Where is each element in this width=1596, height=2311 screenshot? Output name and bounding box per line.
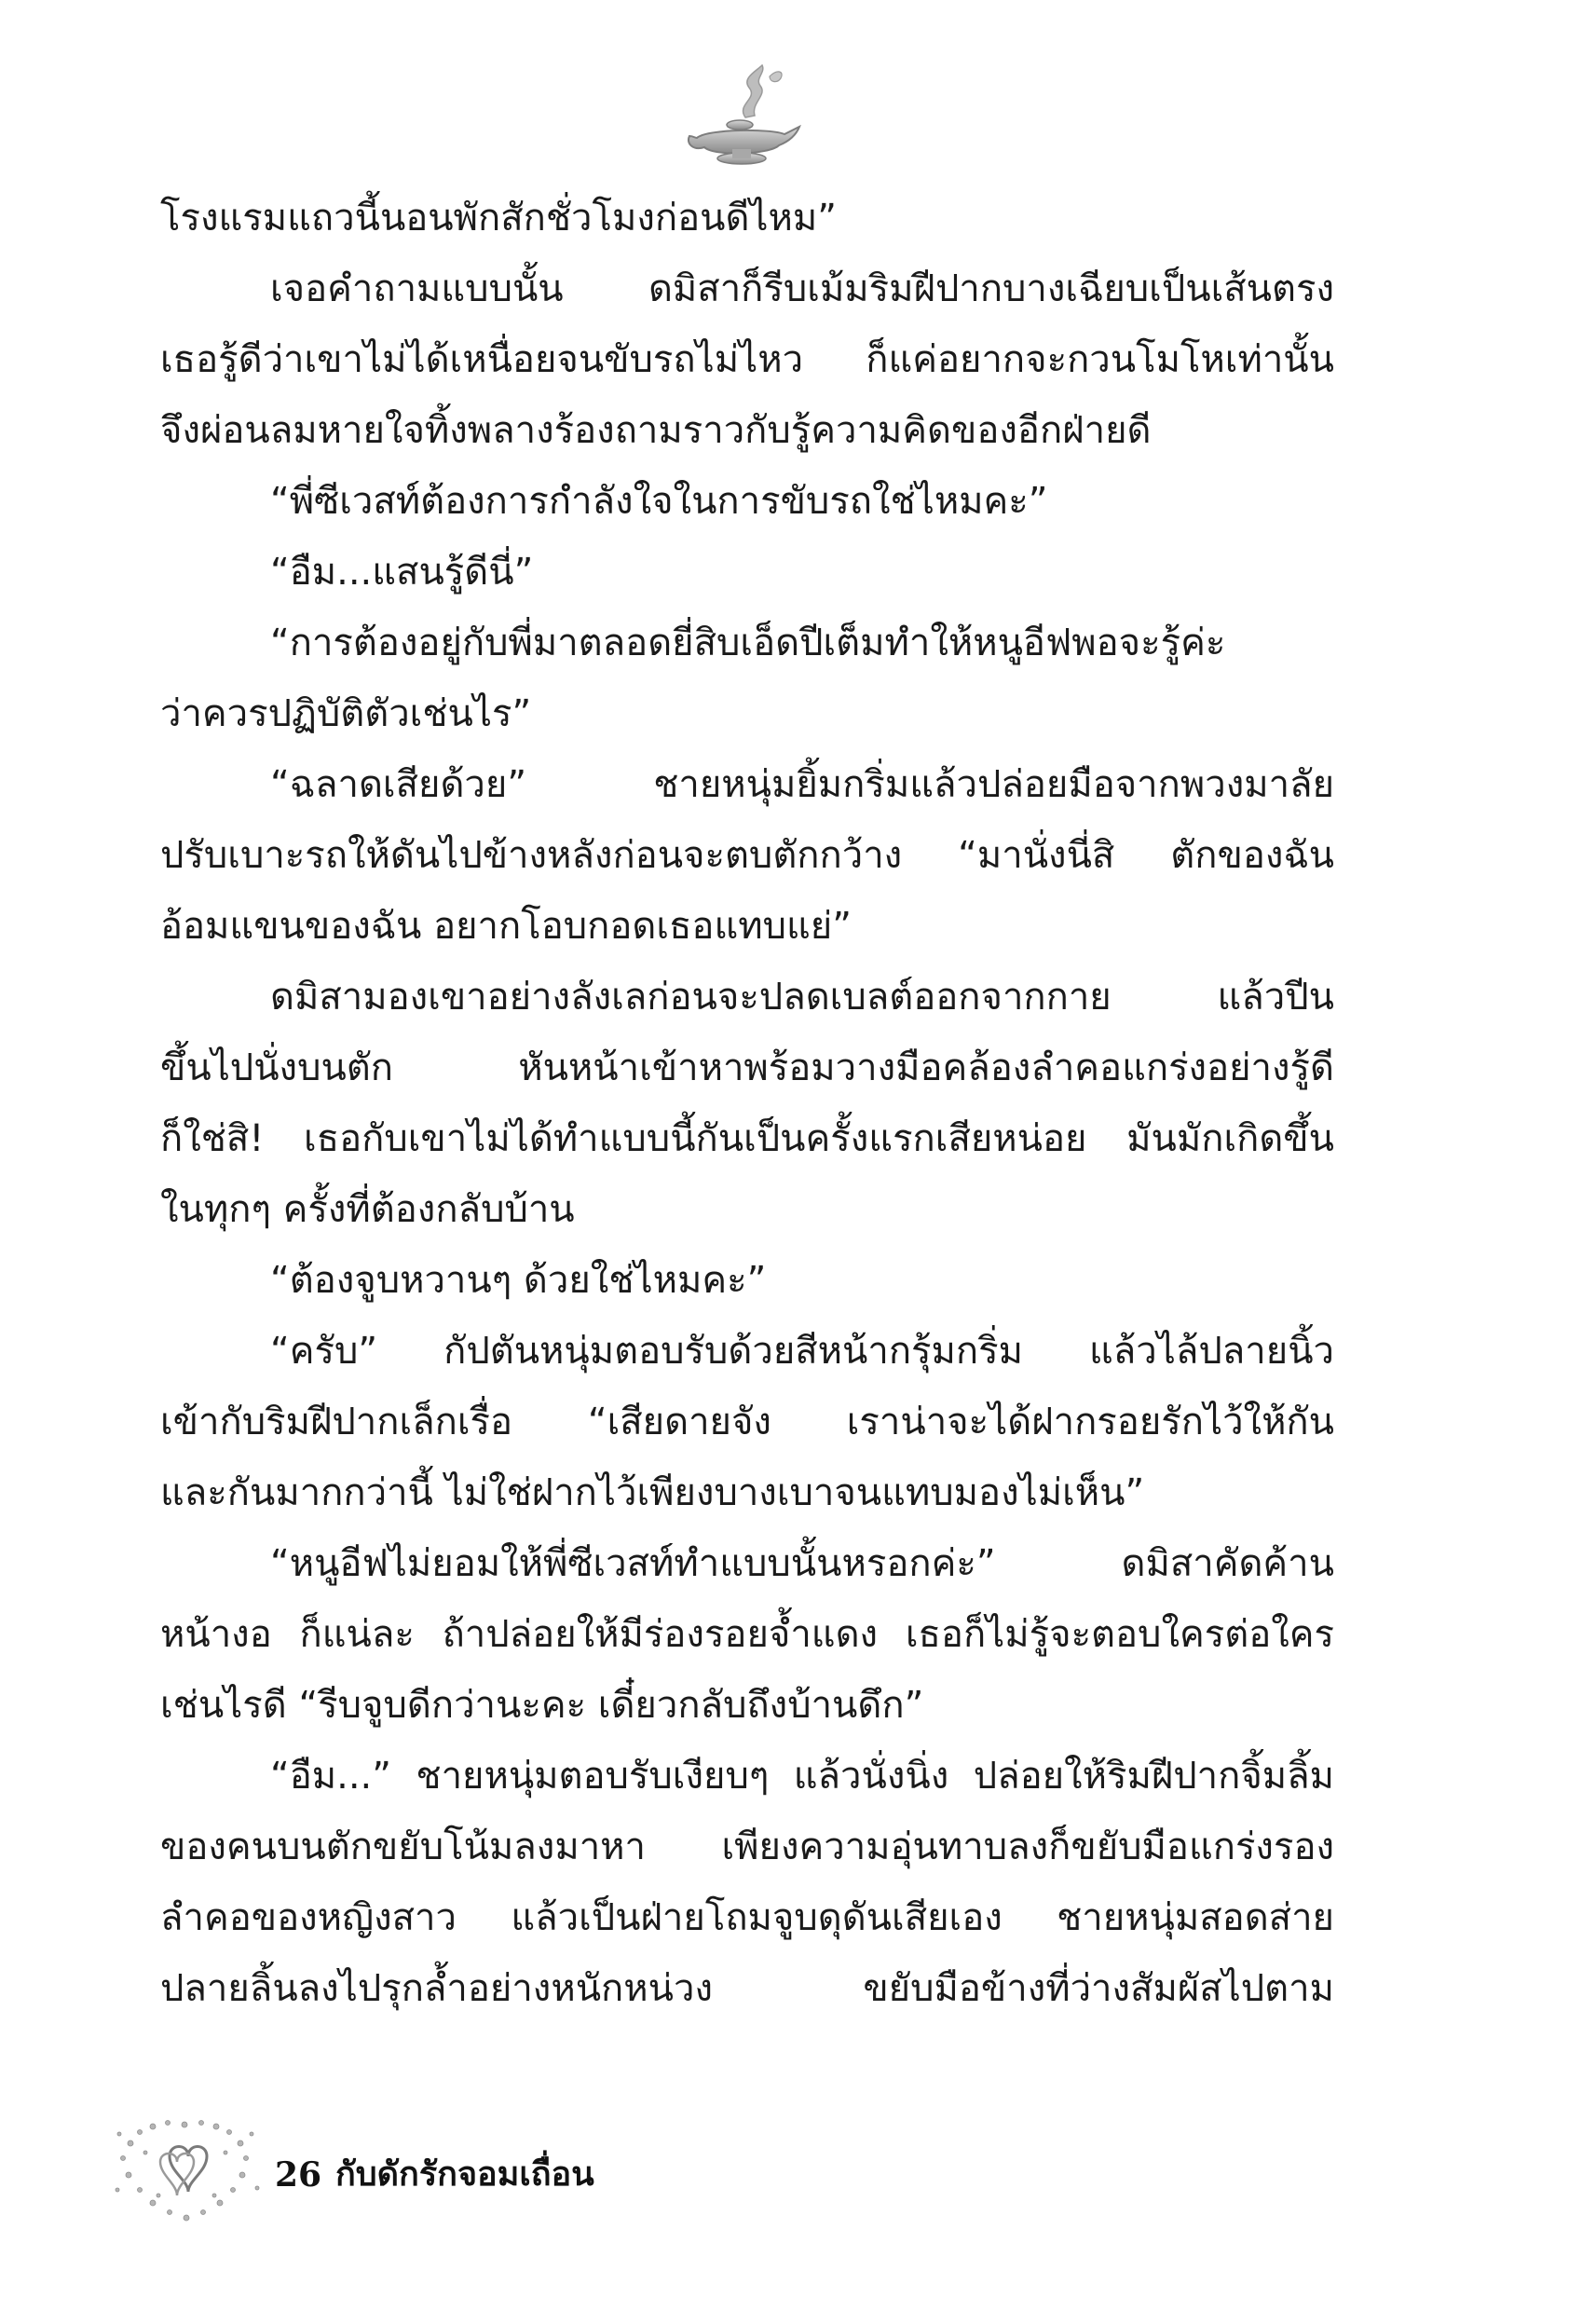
text-line: หน้างอ ก็แน่ละ ถ้าปล่อยให้มีร่องรอยจ้ำแดง เธอก็ไม่รู้จะตอบใครต่อใคร [160, 1613, 1334, 1656]
text-line: เข้ากับริมฝีปากเล็กเรื่อ “เสียดายจัง เราน่าจะได้ฝากรอยรักไว้ให้กัน [160, 1401, 1334, 1443]
text-line: ในทุกๆ ครั้งที่ต้องกลับบ้าน [160, 1188, 575, 1231]
text-line: ว่าควรปฏิบัติตัวเช่นไร” [160, 692, 532, 735]
text-line: “อืม...แสนรู้ดีนี่” [270, 551, 534, 594]
text-line: อ้อมแขนของฉัน อยากโอบกอดเธอแทบแย่” [160, 905, 852, 948]
text-line: “การต้องอยู่กับพี่มาตลอดยี่สิบเอ็ดปีเต็มทำให้หนูอีฟพอจะรู้ค่ะ [270, 622, 1226, 664]
text-line: ปลายลิ้นลงไปรุกล้ำอย่างหนักหน่วง ขยับมือข้างที่ว่างสัมผัสไปตาม [160, 1967, 1334, 2010]
heart-wreath-icon [112, 2115, 270, 2227]
text-line: ก็ใช่สิ! เธอกับเขาไม่ได้ทำแบบนี้กันเป็นครั้งแรกเสียหน่อย มันมักเกิดขึ้น [160, 1117, 1334, 1160]
text-line: “หนูอีฟไม่ยอมให้พี่ซีเวสท์ทำแบบนั้นหรอกค่ะ” ดมิสาคัดค้าน [270, 1542, 1334, 1585]
text-line: เจอคำถามแบบนั้น ดมิสาก็รีบเม้มริมฝีปากบางเฉียบเป็นเส้นตรง [270, 267, 1334, 310]
page-footer [112, 2115, 764, 2227]
text-line: “พี่ซีเวสท์ต้องการกำลังใจในการขับรถใช่ไหมคะ” [270, 480, 1048, 523]
text-line: “อืม...” ชายหนุ่มตอบรับเงียบๆ แล้วนั่งนิ่ง ปล่อยให้ริมฝีปากจิ้มลิ้ม [270, 1755, 1334, 1798]
text-line: “ครับ” กัปตันหนุ่มตอบรับด้วยสีหน้ากรุ้มกริ่ม แล้วไล้ปลายนิ้ว [270, 1330, 1334, 1373]
text-line: “ฉลาดเสียด้วย” ชายหนุ่มยิ้มกริ่มแล้วปล่อยมือจากพวงมาลัย [270, 763, 1334, 806]
text-line: ขึ้นไปนั่งบนตัก หันหน้าเข้าหาพร้อมวางมือคล้องลำคอแกร่งอย่างรู้ดี [160, 1046, 1334, 1089]
genie-lamp-icon [680, 58, 811, 170]
page-number: 26 [275, 2155, 322, 2195]
book-title: กับดักรักจอมเถื่อน [335, 2155, 594, 2194]
body-text [160, 183, 1334, 2024]
text-line: โรงแรมแถวนี้นอนพักสักชั่วโมงก่อนดีไหม” [160, 197, 837, 239]
text-line: ของคนบนตักขยับโน้มลงมาหา เพียงความอุ่นทาบลงก็ขยับมือแกร่งรอง [160, 1826, 1334, 1868]
text-line: ปรับเบาะรถให้ดันไปข้างหลังก่อนจะตบตักกว้าง “มานั่งนี่สิ ตักของฉัน [160, 834, 1334, 877]
text-line: เช่นไรดี “รีบจูบดีกว่านะคะ เดี๋ยวกลับถึงบ้านดึก” [160, 1684, 924, 1727]
text-line: ดมิสามองเขาอย่างลังเลก่อนจะปลดเบลต์ออกจากกาย แล้วปีน [270, 976, 1334, 1019]
text-line: เธอรู้ดีว่าเขาไม่ได้เหนื่อยจนขับรถไม่ไหว ก็แค่อยากจะกวนโมโหเท่านั้น [160, 338, 1334, 381]
text-line: จึงผ่อนลมหายใจทิ้งพลางร้องถามราวกับรู้ความคิดของอีกฝ่ายดี [160, 409, 1152, 452]
text-line: และกันมากกว่านี้ ไม่ใช่ฝากไว้เพียงบางเบาจนแทบมองไม่เห็น” [160, 1471, 1145, 1514]
text-line: “ต้องจูบหวานๆ ด้วยใช่ไหมคะ” [270, 1259, 767, 1302]
text-line: ลำคอของหญิงสาว แล้วเป็นฝ่ายโถมจูบดุดันเสียเอง ชายหนุ่มสอดส่าย [160, 1896, 1334, 1939]
